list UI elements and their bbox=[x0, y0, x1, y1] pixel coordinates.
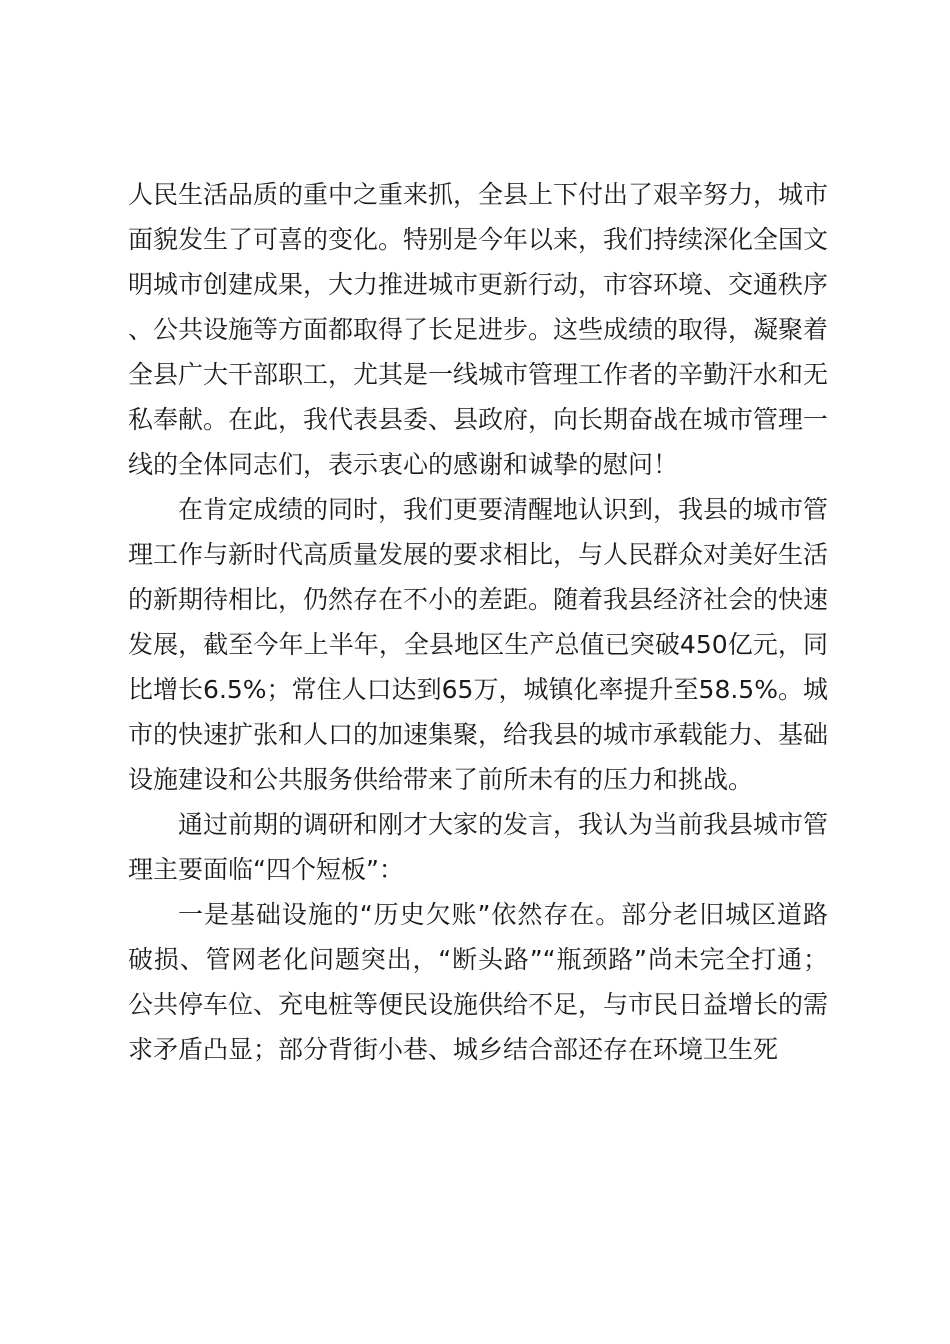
paragraph-continued: 人民生活品质的重中之重来抓，全县上下付出了艰辛努力，城市面貌发生了可喜的变化。特别是今年以来，我们持续深化全国文明城市创建成果，大力推进城市更新行动，市容环境、交通秩序、公共设施等方面都取得了长足进步。这些成绩的取得，凝聚着全县广大干部职工，尤其是一线城市管理工作者的辛勤汗水和无私奉献。在此，我代表县委、县政府，向长期奋战在城市管理一线的全体同志们，表示衷心的感谢和诚挚的慰问！ bbox=[128, 180, 829, 479]
paragraph-four-shortcomings-intro: 通过前期的调研和刚才大家的发言，我认为当前我县城市管理主要面临“四个短板”： bbox=[128, 810, 829, 884]
paragraph-infrastructure: 一是基础设施的“历史欠账”依然存在。部分老旧城区道路破损、管网老化问题突出，“断头路”“瓶颈路”尚未完全打通；公共停车位、充电桩等便民设施供给不足，与市民日益增长的需求矛盾凸显；部分背街小巷、城乡结合部还存在环境卫生死 bbox=[128, 900, 829, 1064]
paragraph-gaps: 在肯定成绩的同时，我们更要清醒地认识到，我县的城市管理工作与新时代高质量发展的要求相比，与人民群众对美好生活的新期待相比，仍然存在不小的差距。随着我县经济社会的快速发展，截至今年上半年，全县地区生产总值已突破450亿元，同比增长6.5%；常住人口达到65万，城镇化率提升至58.5%。城市的快速扩张和人口的加速集聚，给我县的城市承载能力、基础设施建设和公共服务供给带来了前所未有的压力和挑战。 bbox=[128, 495, 829, 794]
document-body bbox=[128, 172, 828, 1072]
